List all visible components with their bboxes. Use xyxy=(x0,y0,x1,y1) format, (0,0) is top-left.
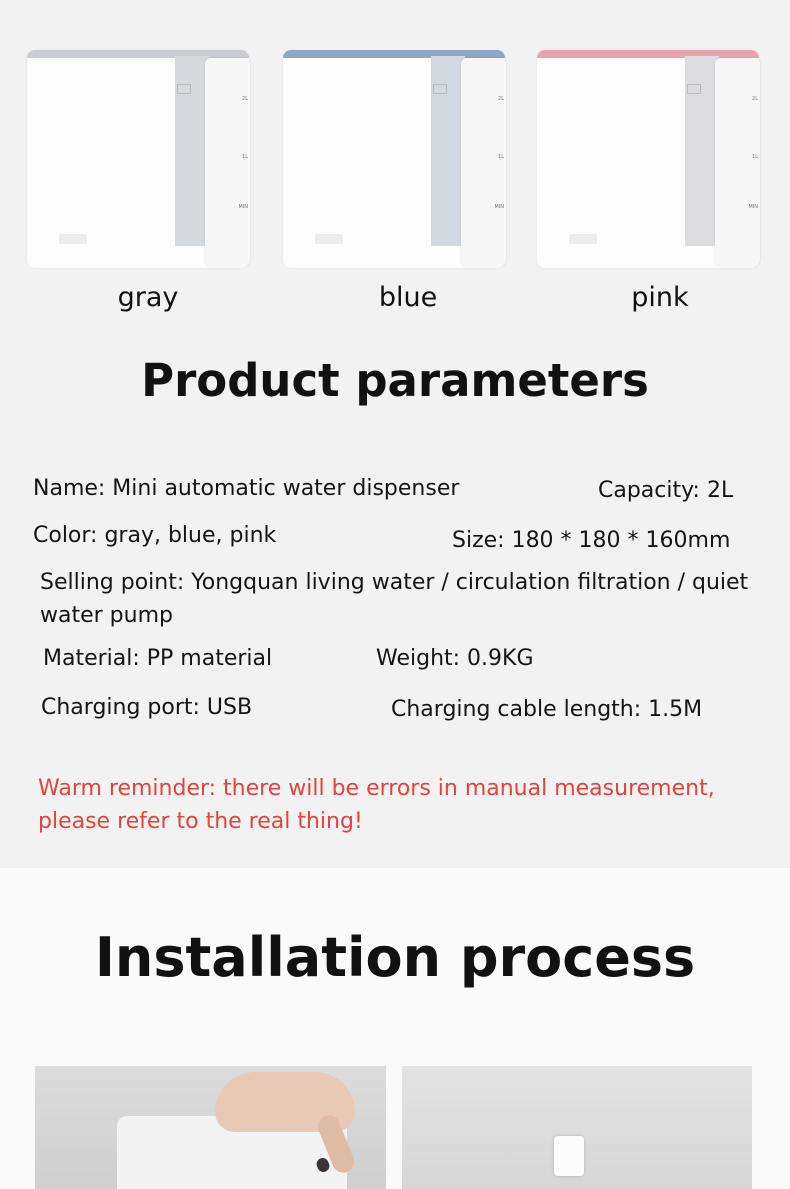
window-badge xyxy=(433,84,447,94)
color-label-pink: pink xyxy=(631,282,689,313)
param-name: Name: Mini automatic water dispenser xyxy=(33,476,460,501)
param-weight: Weight: 0.9KG xyxy=(376,646,534,671)
brand-logo xyxy=(315,234,343,244)
water-tank xyxy=(715,58,760,266)
tank-mark-1l: 1L xyxy=(498,154,504,160)
param-cable-length: Charging cable length: 1.5M xyxy=(391,697,703,722)
tank-mark-min: MIN xyxy=(494,204,504,210)
color-label-gray: gray xyxy=(117,282,179,313)
color-label-blue: blue xyxy=(378,282,438,313)
tank-mark-min: MIN xyxy=(238,204,248,210)
water-tank xyxy=(461,58,506,266)
window-badge xyxy=(177,84,191,94)
tank-mark-min: MIN xyxy=(748,204,758,210)
tank-mark-2l: 2L xyxy=(752,96,758,102)
window-badge xyxy=(687,84,701,94)
pump-part xyxy=(554,1136,584,1176)
tank-mark-2l: 2L xyxy=(498,96,504,102)
product-image-pink xyxy=(537,46,763,271)
dispenser-lid xyxy=(283,50,505,58)
tank-mark-1l: 1L xyxy=(752,154,758,160)
params-title xyxy=(0,354,790,407)
brand-logo xyxy=(569,234,597,244)
param-charging-port: Charging port: USB xyxy=(41,695,253,720)
dispenser-lid xyxy=(537,50,759,58)
param-color: Color: gray, blue, pink xyxy=(33,523,277,548)
product-image-gray xyxy=(27,46,253,271)
product-image-blue xyxy=(283,46,509,271)
install-step-photo-1 xyxy=(35,1066,386,1189)
params-title-text: Product parameters xyxy=(141,354,649,407)
param-capacity: Capacity: 2L xyxy=(598,478,734,503)
tank-mark-1l: 1L xyxy=(242,154,248,160)
water-tank xyxy=(205,58,250,266)
param-selling-point: Selling point: Yongquan living water / circulation filtration / quiet water pump xyxy=(40,570,749,628)
install-step-photo-2 xyxy=(402,1066,752,1189)
param-material: Material: PP material xyxy=(43,646,273,671)
tank-mark-2l: 2L xyxy=(242,96,248,102)
install-title: Installation process xyxy=(94,926,696,989)
dispenser-lid xyxy=(27,50,249,58)
param-size: Size: 180 * 180 * 160mm xyxy=(452,528,731,553)
brand-logo xyxy=(59,234,87,244)
warm-reminder: Warm reminder: there will be errors in manual measurement, please refer to the real thing! xyxy=(38,776,715,834)
